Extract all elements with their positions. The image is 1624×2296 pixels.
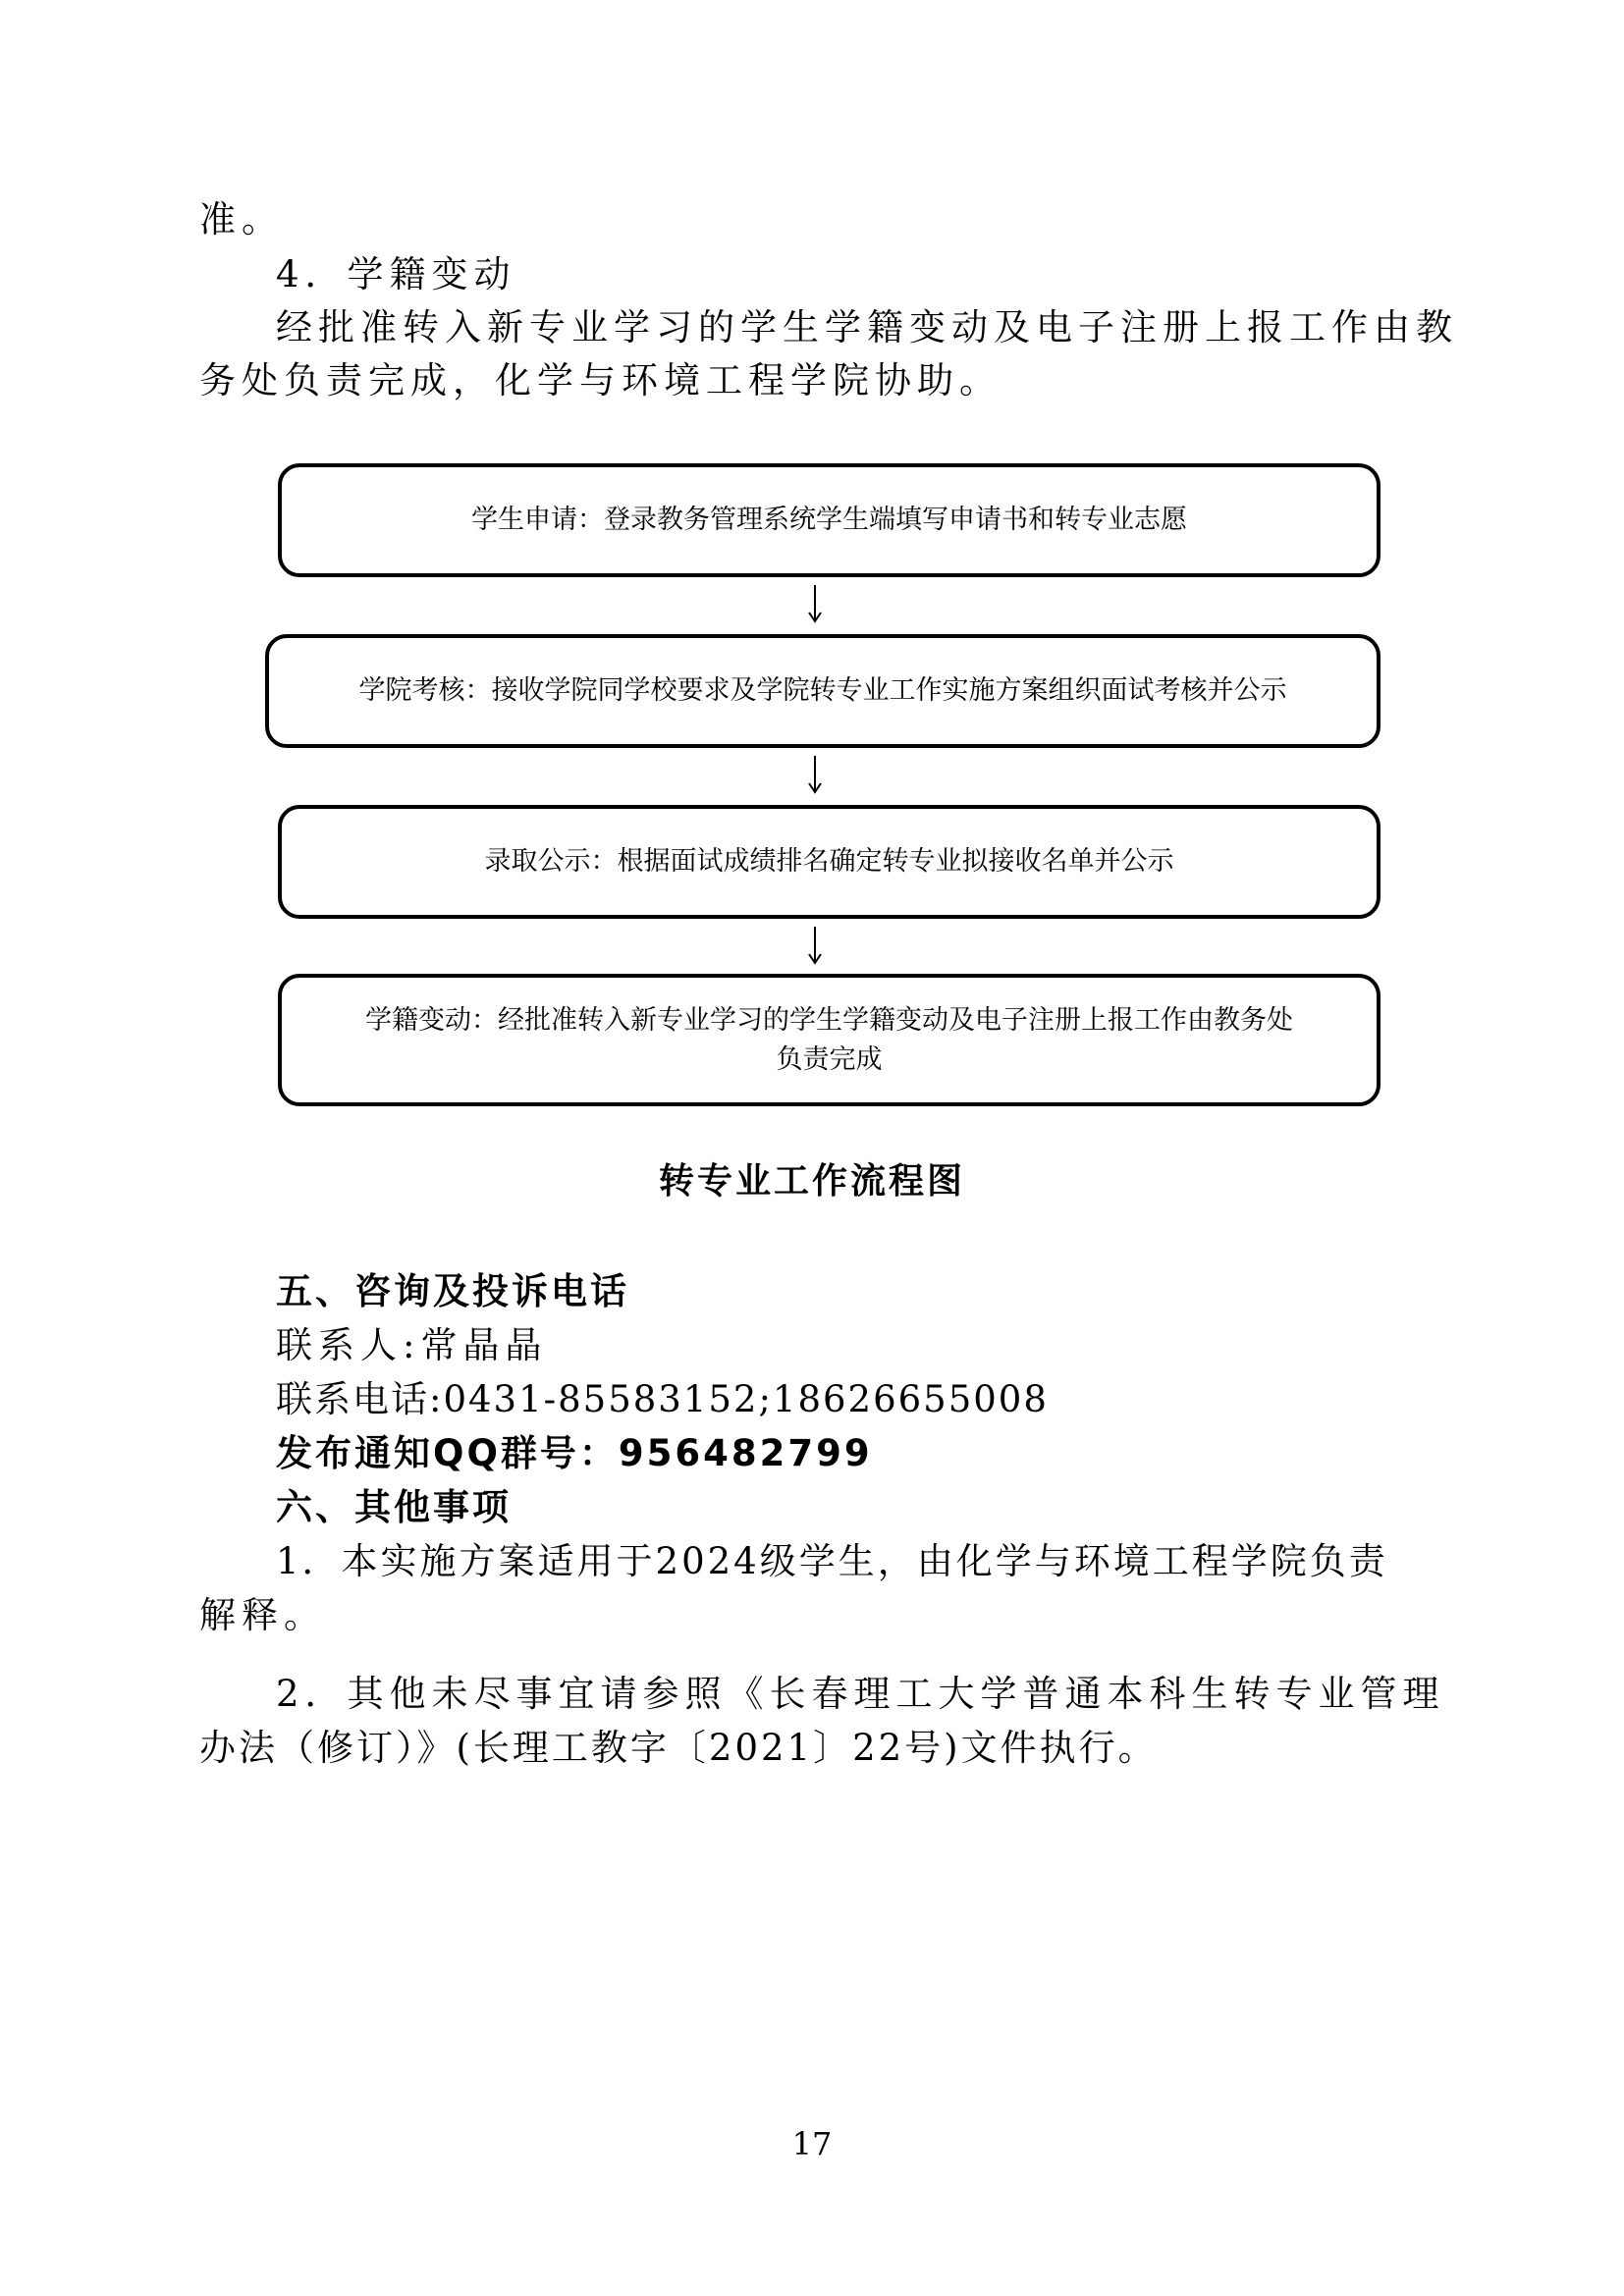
paragraph-line: 务处负责完成，化学与环境工程学院协助。 [199,359,1001,401]
flow-step-admission [278,805,1380,919]
page-number: 17 [791,2125,833,2163]
flow-step-text: 学院考核：接收学院同学校要求及学院转专业工作实施方案组织面试考核并公示 [358,675,1287,706]
list-item: 2．其他未尽事宜请参照《长春理工大学普通本科生转专业管理 [276,1673,1445,1715]
flow-step-apply [278,463,1380,577]
flow-step-text: 录取公示：根据面试成绩排名确定转专业拟接收名单并公示 [484,846,1174,877]
section-heading: 六、其他事项 [276,1486,512,1528]
flowchart-caption: 转专业工作流程图 [658,1161,965,1201]
list-item: 1．本实施方案适用于2024级学生，由化学与环境工程学院负责 [276,1540,1388,1582]
flow-step-text: 学生申请：登录教务管理系统学生端填写申请书和转专业志愿 [471,505,1187,535]
arrow-down-icon [805,756,825,795]
section-heading: 五、咨询及投诉电话 [276,1270,629,1312]
paragraph-line: 经批准转入新专业学习的学生学籍变动及电子注册上报工作由教 [276,306,1458,348]
subsection-heading: 4．学籍变动 [276,253,516,295]
flow-step-registration [278,974,1380,1106]
continued-text-line: 准。 [199,198,284,240]
arrow-down-icon [805,927,825,966]
flow-step-text: 学籍变动：经批准转入新专业学习的学生学籍变动及电子注册上报工作由教务处 [365,1004,1293,1036]
list-item-continued: 解释。 [199,1594,326,1636]
flow-step-review [265,634,1380,748]
qq-group: 发布通知QQ群号：956482799 [276,1432,873,1474]
arrow-down-icon [805,585,825,624]
flow-step-text: 负责完成 [776,1043,883,1075]
list-item-continued: 办法（修订）》(长理工教字〔2021〕22号)文件执行。 [199,1727,1158,1769]
contact-person: 联系人:常晶晶 [276,1324,548,1366]
contact-phone: 联系电话:0431-85583152;18626655008 [276,1378,1049,1420]
